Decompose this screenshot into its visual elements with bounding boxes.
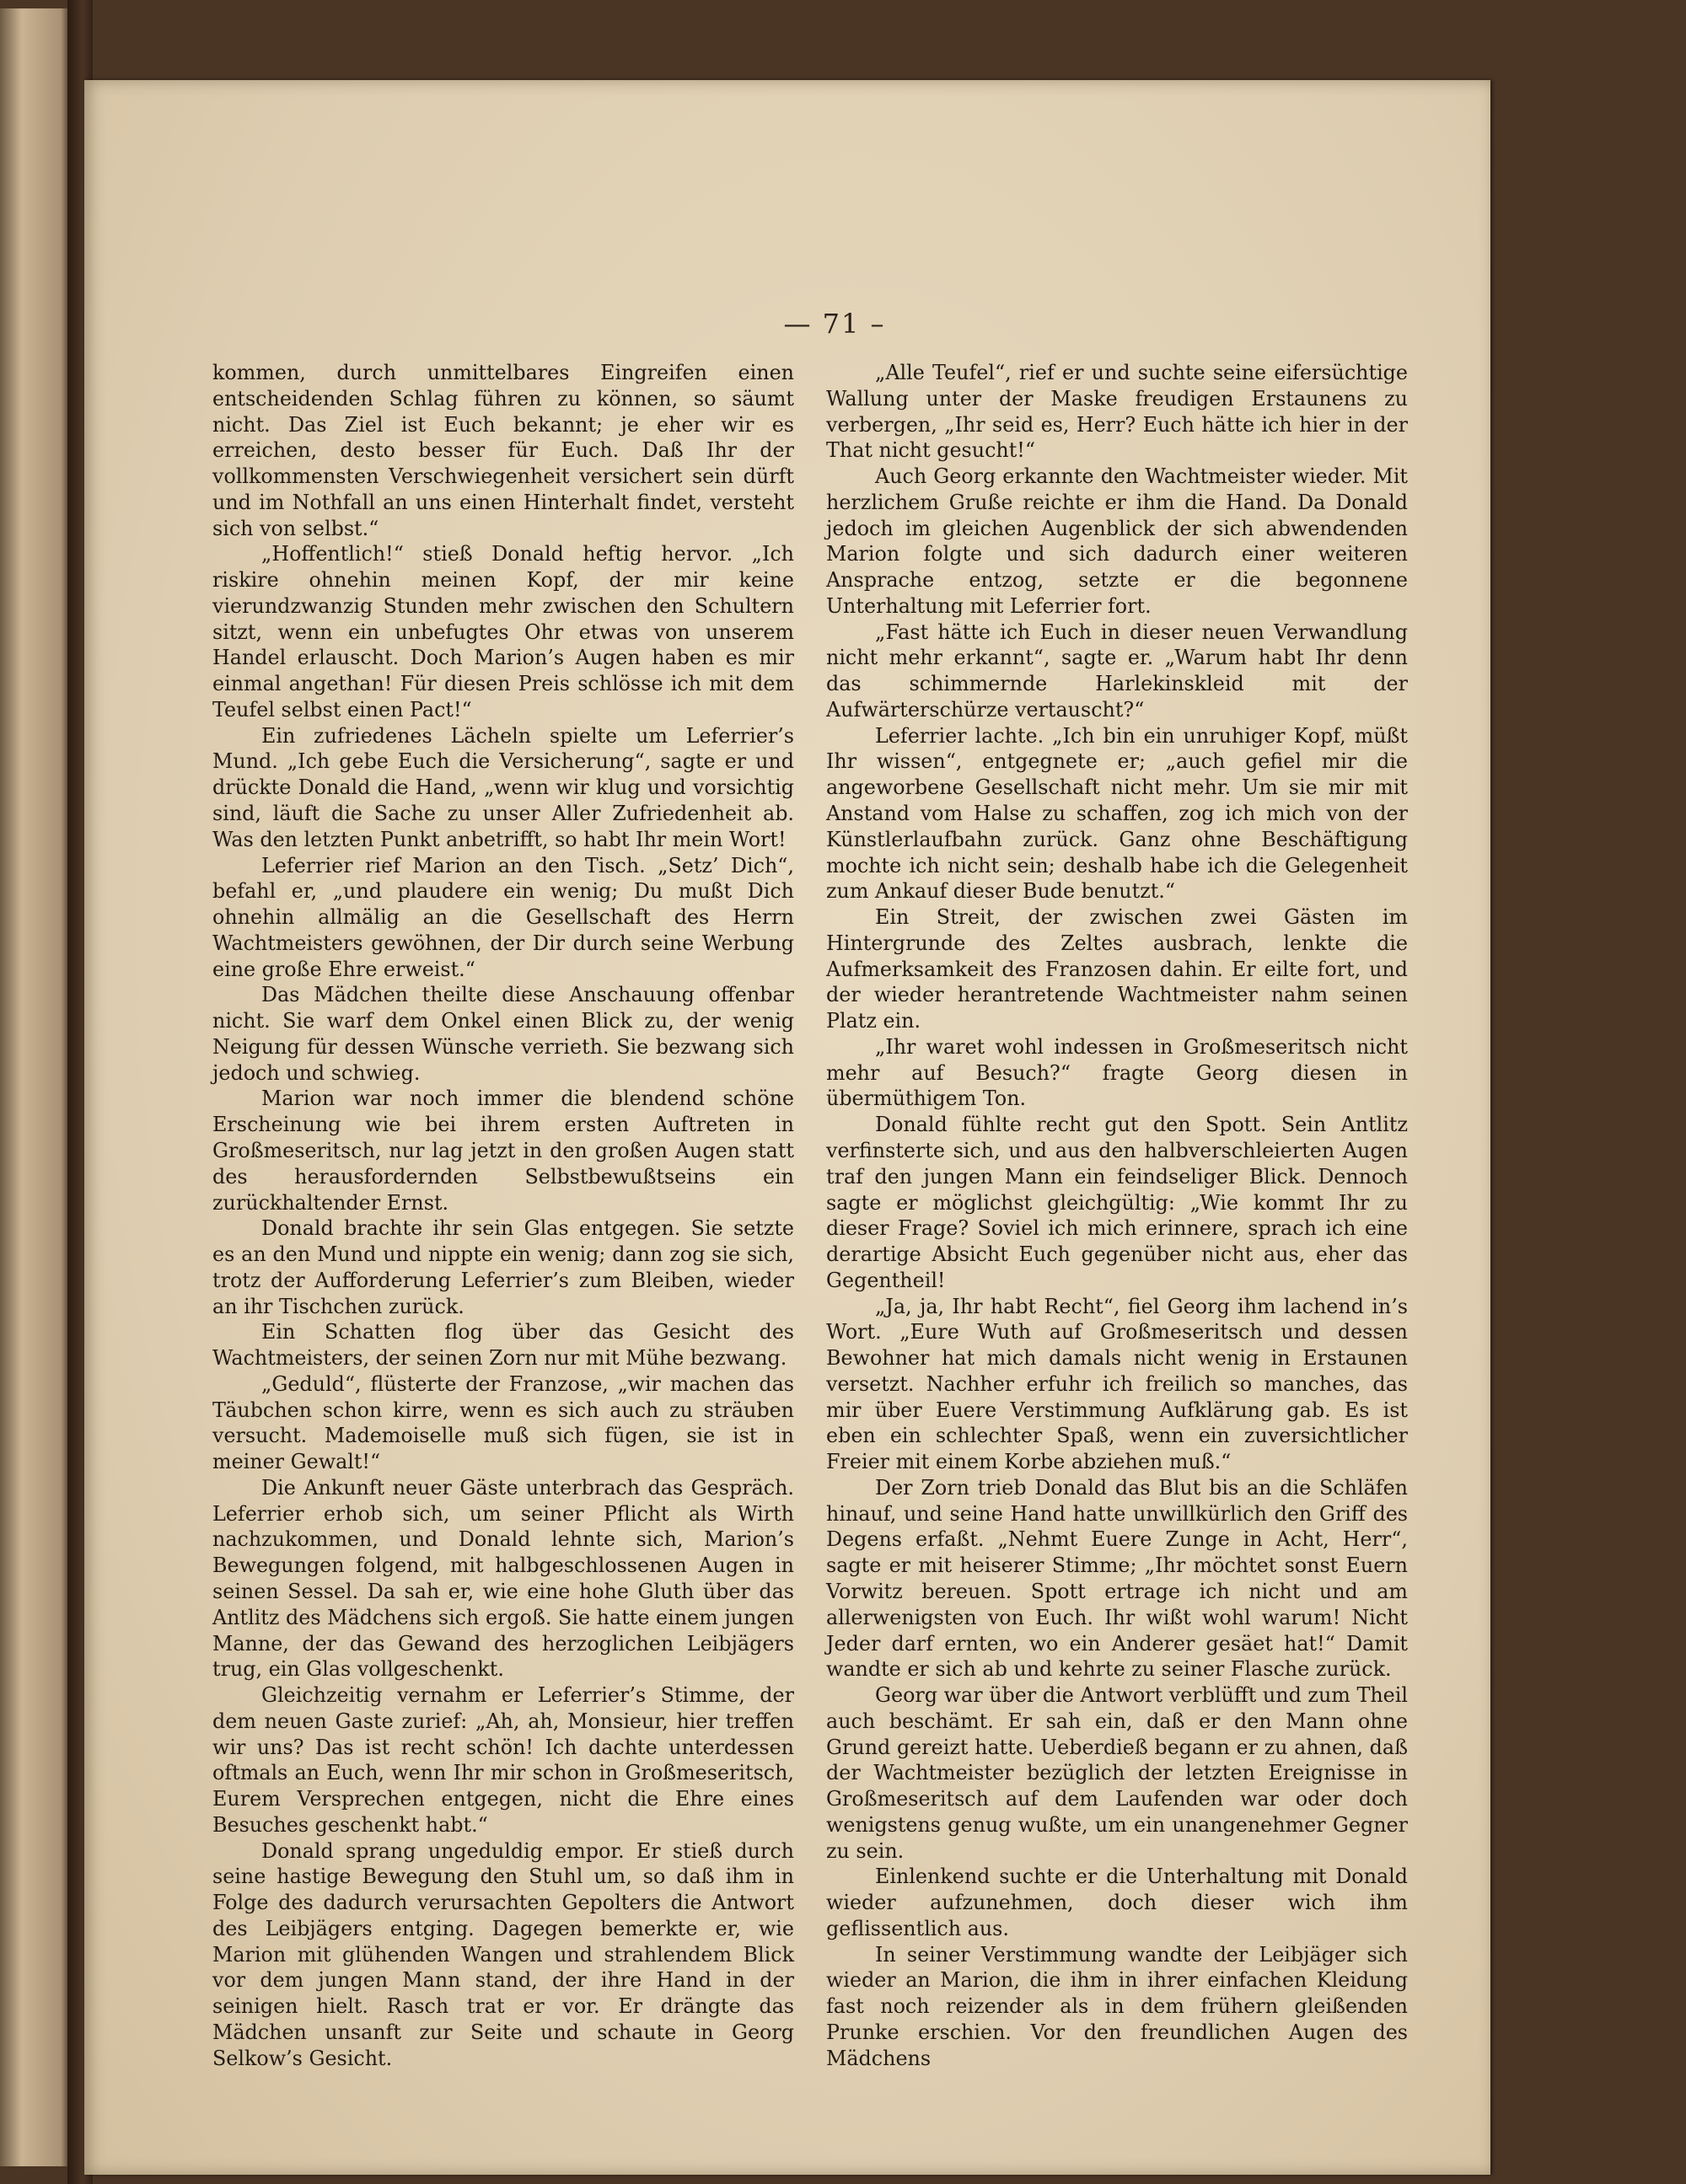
- paragraph: Einlenkend suchte er die Unterhaltung mit Donald wieder aufzunehmen, doch dieser wich ihm geflissentlich aus.: [826, 1865, 1408, 1940]
- paragraph: Leferrier rief Marion an den Tisch. „Setz’ Dich“, befahl er, „und plaudere ein wenig; Du mußt Dich ohnehin allmälig an die Gesellschaft des Herrn Wachtmeisters gewöhnen, der Dir durch seine Werbung eine große Ehre erweist.“: [212, 853, 794, 981]
- paragraph: Georg war über die Antwort verblüfft und zum Theil auch beschämt. Er sah ein, daß er den Mann ohne Grund gereizt hatte. Ueberdieß begann er zu ahnen, daß der Wachtmeister bezüglich der letzten Ereignisse in Großmeseritsch auf dem Laufenden war oder doch wenigstens genug wußte, um ein unangenehmer Gegner zu sein.: [826, 1683, 1408, 1863]
- left-text-column: [212, 360, 794, 2072]
- paragraph: Marion war noch immer die blendend schöne Erscheinung wie bei ihrem ersten Auftreten in Großmeseritsch, nur lag jetzt in den großen Augen statt des herausfordernden Selbstbewußtseins ein zurückhaltender Ernst.: [212, 1087, 794, 1215]
- paragraph: „Hoffentlich!“ stieß Donald heftig hervor. „Ich riskire ohnehin meinen Kopf, der mir keine vierundzwanzig Stunden mehr zwischen den Schultern sitzt, wenn ein unbefugtes Ohr etwas von unserem Handel erlauscht. Doch Marion’s Augen haben es mir einmal angethan! Für diesen Preis schlösse ich mit dem Teufel selbst einen Pact!“: [212, 542, 794, 722]
- paragraph: Ein Schatten flog über das Gesicht des Wachtmeisters, der seinen Zorn nur mit Mühe bezwang.: [212, 1320, 794, 1371]
- book-page: [84, 80, 1490, 2175]
- paragraph: Das Mädchen theilte diese Anschauung offenbar nicht. Sie warf dem Onkel einen Blick zu, der wenig Neigung für dessen Wünsche verrieth. Sie bezwang sich jedoch und schwieg.: [212, 983, 794, 1085]
- paragraph: Donald sprang ungeduldig empor. Er stieß durch seine hastige Bewegung den Stuhl um, so daß ihm in Folge des dadurch verursachten Gepolters die Antwort des Leibjägers entging. Dagegen bemerkte er, wie Marion mit glühenden Wangen und strahlendem Blick vor dem jungen Mann stand, der ihre Hand in der seinigen hielt. Rasch trat er vor. Er drängte das Mädchen unsanft zur Seite und schaute in Georg Selkow’s Gesicht.: [212, 1838, 794, 2070]
- paragraph: Der Zorn trieb Donald das Blut bis an die Schläfen hinauf, und seine Hand hatte unwillkürlich den Griff des Degens erfaßt. „Nehmt Euere Zunge in Acht, Herr“, sagte er mit heiserer Stimme; „Ihr möchtet sonst Euern Vorwitz bereuen. Spott ertrage ich nicht und am allerwenigsten von Euch. Ihr wißt wohl warum! Nicht Jeder darf ernten, wo ein Anderer gesäet hat!“ Damit wandte er sich ab und kehrte zu seiner Flasche zurück.: [826, 1475, 1408, 1682]
- paragraph: Ein Streit, der zwischen zwei Gästen im Hintergrunde des Zeltes ausbrach, lenkte die Aufmerksamkeit des Franzosen dahin. Er eilte fort, und der wieder herantretende Wachtmeister nahm seinen Platz ein.: [826, 905, 1408, 1033]
- paragraph: „Ihr waret wohl indessen in Großmeseritsch nicht mehr auf Besuch?“ fragte Georg diesen in übermüthigem Ton.: [826, 1034, 1408, 1111]
- paragraph: Auch Georg erkannte den Wachtmeister wieder. Mit herzlichem Gruße reichte er ihm die Hand. Da Donald jedoch im gleichen Augenblick der sich abwendenden Marion folgte und sich dadurch einer weiteren Ansprache entzog, setzte er die begonnene Unterhaltung mit Leferrier fort.: [826, 464, 1408, 618]
- page-number: — 71 –: [783, 308, 886, 340]
- paragraph: „Alle Teufel“, rief er und suchte seine eifersüchtige Wallung unter der Maske freudigen Erstaunens zu verbergen, „Ihr seid es, Herr? Euch hätte ich hier in der That nicht gesucht!“: [826, 361, 1408, 463]
- paragraph: Donald brachte ihr sein Glas entgegen. Sie setzte es an den Mund und nippte ein wenig; dann zog sie sich, trotz der Aufforderung Leferrier’s zum Bleiben, wieder an ihr Tischchen zurück.: [212, 1216, 794, 1318]
- paragraph: „Fast hätte ich Euch in dieser neuen Verwandlung nicht mehr erkannt“, sagte er. „Warum habt Ihr denn das schimmernde Harlekinskleid mit der Aufwärterschürze vertauscht?“: [826, 620, 1408, 722]
- paragraph: „Ja, ja, Ihr habt Recht“, fiel Georg ihm lachend in’s Wort. „Eure Wuth auf Großmeseritsch und dessen Bewohner hat mich damals nicht wenig in Erstaunen versetzt. Nachher erfuhr ich freilich so manches, das mir über Euere Verstimmung Aufklärung gab. Es ist eben ein schlechter Spaß, wenn ein zuversichtlicher Freier mit einem Korbe abziehen muß.“: [826, 1294, 1408, 1474]
- right-text-column: [826, 360, 1408, 2072]
- paragraph: Leferrier lachte. „Ich bin ein unruhiger Kopf, müßt Ihr wissen“, entgegnete er; „auch gefiel mir die angeworbene Gesellschaft nicht mehr. Um sie mir mit Anstand vom Halse zu schaffen, zog ich mich von der Künstlerlaufbahn zurück. Ganz ohne Beschäftigung mochte ich nicht sein; deshalb habe ich die Gelegenheit zum Ankauf dieser Bude benutzt.“: [826, 723, 1408, 904]
- paragraph: In seiner Verstimmung wandte der Leibjäger sich wieder an Marion, die ihm in ihrer einfachen Kleidung fast noch reizender als in dem frühern gleißenden Prunke erschien. Vor den freundlichen Augen des Mädchens: [826, 1942, 1408, 2070]
- paragraph: Donald fühlte recht gut den Spott. Sein Antlitz verfinsterte sich, und aus den halbverschleierten Augen traf den jungen Mann ein feindseliger Blick. Dennoch sagte er möglichst gleichgültig: „Wie kommt Ihr zu dieser Frage? Soviel ich mich erinnere, sprach ich eine derartige Absicht Euch gegenüber nicht aus, eher das Gegentheil!: [826, 1113, 1408, 1292]
- paragraph: Die Ankunft neuer Gäste unterbrach das Gespräch. Leferrier erhob sich, um seiner Pflicht als Wirth nachzukommen, und Donald lehnte sich, Marion’s Bewegungen folgend, mit halbgeschlossenen Augen in seinen Sessel. Da sah er, wie eine hohe Gluth über das Antlitz des Mädchens sich ergoß. Sie hatte einem jungen Manne, der das Gewand des herzoglichen Leibjägers trug, ein Glas vollgeschenkt.: [212, 1475, 794, 1682]
- paragraph: Gleichzeitig vernahm er Leferrier’s Stimme, der dem neuen Gaste zurief: „Ah, ah, Monsieur, hier treffen wir uns? Das ist recht schön! Ich dachte unterdessen oftmals an Euch, wenn Ihr mir schon in Großmeseritsch, Eurem Versprechen entgegen, nicht die Ehre eines Besuches geschenkt habt.“: [212, 1683, 794, 1837]
- facing-page-edge: [0, 8, 72, 2166]
- paragraph: Ein zufriedenes Lächeln spielte um Leferrier’s Mund. „Ich gebe Euch die Versicherung“, sagte er und drückte Donald die Hand, „wenn wir klug und vorsichtig sind, läuft die Sache zu unser Aller Zufriedenheit ab. Was den letzten Punkt anbetrifft, so habt Ihr mein Wort!: [212, 723, 794, 851]
- paragraph: kommen, durch unmittelbares Eingreifen einen entscheidenden Schlag führen zu können, so säumt nicht. Das Ziel ist Euch bekannt; je eher wir es erreichen, desto besser für Euch. Daß Ihr der vollkommensten Verschwiegenheit versichert sein dürft und im Nothfall an uns einen Hinterhalt findet, versteht sich von selbst.“: [212, 361, 794, 540]
- paragraph: „Geduld“, flüsterte der Franzose, „wir machen das Täubchen schon kirre, wenn es sich auch zu sträuben versucht. Mademoiselle muß sich fügen, sie ist in meiner Gewalt!“: [212, 1371, 794, 1474]
